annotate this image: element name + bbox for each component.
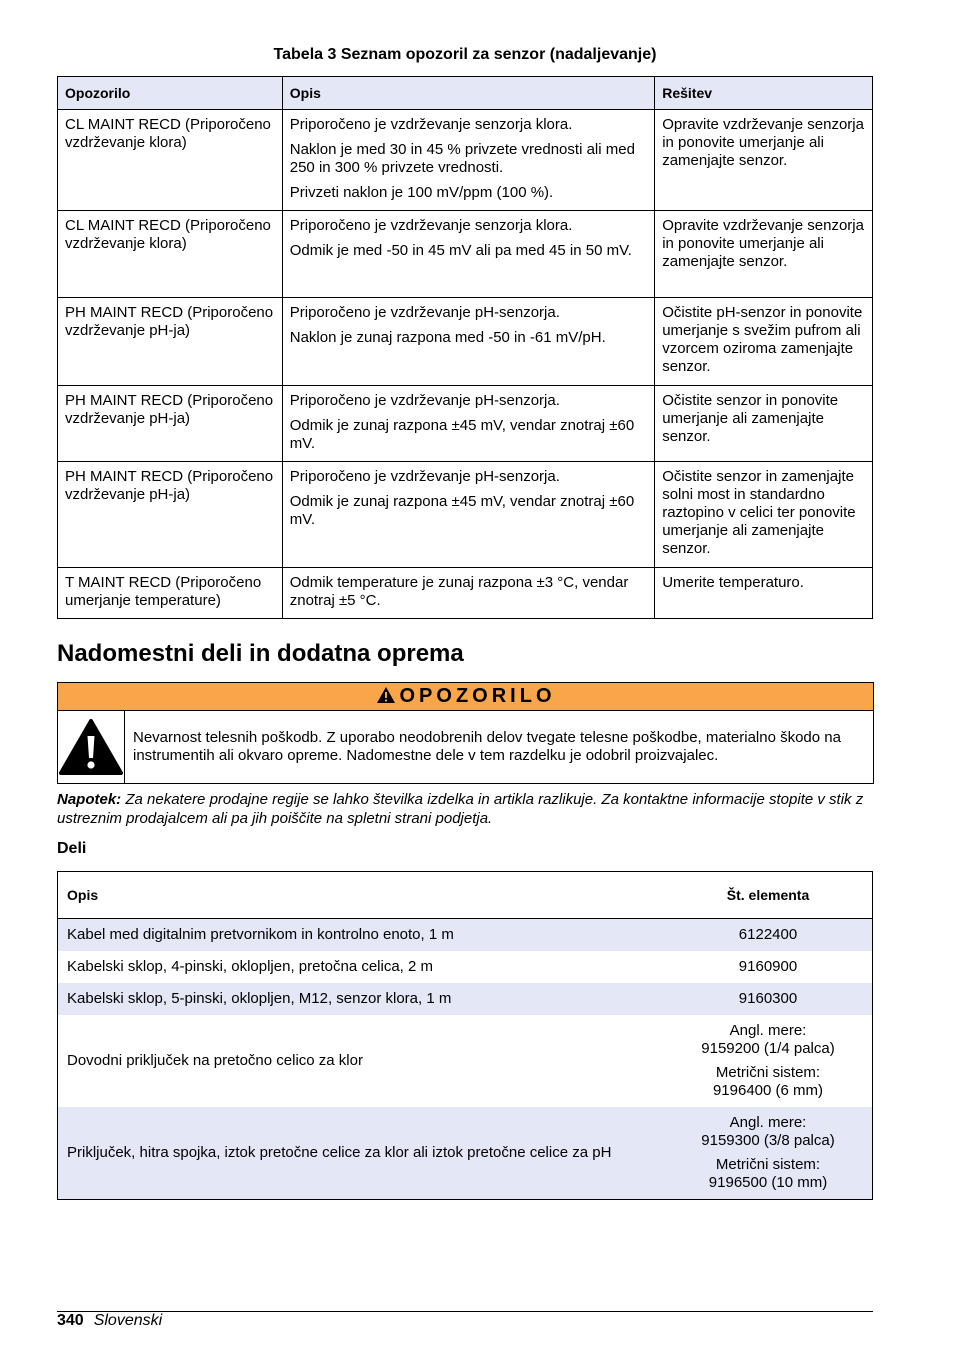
description-line: Priporočeno je vzdrževanje pH-senzorja. <box>289 468 560 485</box>
part-number-metric: Metrični sistem: 9196400 (6 mm) <box>712 1064 824 1099</box>
note-text: Za nekatere prodajne regije se lahko številka izdelka in artikla razlikuje. Za kontaktne informacije stopite v stik z ustreznim prodajalcem ali pa jih poiščite na spletni strani podjetja. <box>57 791 864 827</box>
warning-cell: PH MAINT RECD (Priporočeno vzdrževanje pH-ja) <box>58 386 283 462</box>
part-number <box>664 1015 873 1107</box>
sensor-warnings-table <box>57 76 873 619</box>
warning-text: Nevarnost telesnih poškodb. Z uporabo neodobrenih delov tvegate telesne poškodbe, materialno škodo na instrumentih ali okvaro opreme. Nadomestne dele v tem razdelku je odobril proizvajalec. <box>133 729 841 764</box>
part-description: Kabelski sklop, 4-pinski, oklopljen, pretočna celica, 2 m <box>67 958 434 975</box>
warning-triangle-icon <box>58 718 124 776</box>
solution-cell: Očistite pH-senzor in ponovite umerjanje s svežim pufrom ali vzorcem oziroma zamenjajte senzor. <box>655 298 873 386</box>
parts-heading: Deli <box>57 840 87 857</box>
warning-body <box>58 711 873 783</box>
table-caption: Tabela 3 Seznam opozoril za senzor (nadaljevanje) <box>273 46 657 63</box>
description-line: Priporočeno je vzdrževanje senzorja klora. <box>289 116 573 133</box>
description-line: Odmik je med -50 in 45 mV ali pa med 45 in 50 mV. <box>289 242 632 259</box>
description-line: Privzeti naklon je 100 mV/ppm (100 %). <box>289 184 554 201</box>
part-description: Kabel med digitalnim pretvornikom in kontrolno enoto, 1 m <box>58 919 665 952</box>
description-cell <box>282 386 654 462</box>
parts-table <box>57 871 873 1200</box>
page-number: 340 <box>57 1312 84 1329</box>
description-line: Odmik je zunaj razpona ±45 mV, vendar znotraj ±60 mV. <box>289 493 635 528</box>
table-row <box>58 211 873 298</box>
description-cell <box>282 110 654 211</box>
warning-cell: T MAINT RECD (Priporočeno umerjanje temperature) <box>58 568 283 619</box>
part-number-imperial: Angl. mere: 9159300 (3/8 palca) <box>701 1113 835 1149</box>
table-row <box>58 110 873 211</box>
note <box>57 790 873 828</box>
solution-cell: Očistite senzor in zamenjajte solni most in standardno raztopino v celici ter ponovite umerjanje ali zamenjajte senzor. <box>655 462 873 568</box>
description-line: Priporočeno je vzdrževanje senzorja klora. <box>289 217 573 234</box>
warning-icon-cell <box>58 711 125 783</box>
footer-divider <box>57 1311 873 1312</box>
description-line: Priporočeno je vzdrževanje pH-senzorja. <box>289 304 560 321</box>
table-row <box>58 983 873 1015</box>
description-cell <box>282 211 654 298</box>
column-header: Opis <box>58 872 665 919</box>
solution-cell: Opravite vzdrževanje senzorja in ponovite umerjanje ali zamenjajte senzor. <box>655 110 873 211</box>
table-header-row <box>58 77 873 110</box>
column-header: Opozorilo <box>58 77 283 110</box>
part-number <box>664 1107 873 1199</box>
description-line: Odmik temperature je zunaj razpona ±3 °C, vendar znotraj ±5 °C. <box>289 574 629 609</box>
table-row <box>58 568 873 619</box>
table-row <box>58 386 873 462</box>
description-line: Naklon je zunaj razpona med -50 in -61 mV/pH. <box>289 329 606 346</box>
description-cell <box>282 568 654 619</box>
table-row <box>58 919 873 952</box>
description-line: Naklon je med 30 in 45 % privzete vrednosti ali med 250 in 300 % privzete vrednosti. <box>289 141 635 176</box>
footer-language: Slovenski <box>93 1312 163 1329</box>
table-row <box>58 951 873 983</box>
warning-cell: CL MAINT RECD (Priporočeno vzdrževanje klora) <box>58 211 283 298</box>
warning-cell: PH MAINT RECD (Priporočeno vzdrževanje pH-ja) <box>58 298 283 386</box>
part-number: 6122400 <box>664 919 873 952</box>
column-header: Rešitev <box>655 77 873 110</box>
table-row <box>58 1107 873 1199</box>
warning-cell: CL MAINT RECD (Priporočeno vzdrževanje klora) <box>58 110 283 211</box>
part-number-imperial: Angl. mere: 9159200 (1/4 palca) <box>701 1022 835 1057</box>
table-row <box>58 298 873 386</box>
description-cell <box>282 462 654 568</box>
part-number: 9160900 <box>738 958 798 975</box>
description-line: Priporočeno je vzdrževanje pH-senzorja. <box>289 392 560 409</box>
solution-cell: Očistite senzor in ponovite umerjanje ali zamenjajte senzor. <box>655 386 873 462</box>
solution-cell: Umerite temperaturo. <box>655 568 873 619</box>
column-header: Opis <box>282 77 654 110</box>
description-line: Odmik je zunaj razpona ±45 mV, vendar znotraj ±60 mV. <box>289 417 635 452</box>
table-row <box>58 462 873 568</box>
part-number: 9160300 <box>664 983 873 1015</box>
part-description: Priključek, hitra spojka, iztok pretočne celice za klor ali iztok pretočne celice za pH <box>58 1107 665 1199</box>
warning-small-icon <box>376 686 396 704</box>
note-label: Napotek: <box>57 791 122 808</box>
table-header-row <box>58 872 873 919</box>
footer <box>57 1312 162 1330</box>
part-description: Kabelski sklop, 5-pinski, oklopljen, M12, senzor klora, 1 m <box>58 983 665 1015</box>
part-description: Dovodni priključek na pretočno celico za klor <box>67 1052 363 1069</box>
solution-cell: Opravite vzdrževanje senzorja in ponovite umerjanje ali zamenjajte senzor. <box>655 211 873 298</box>
part-number-metric: Metrični sistem: 9196500 (10 mm) <box>708 1155 828 1191</box>
description-cell <box>282 298 654 386</box>
warning-box <box>57 682 874 784</box>
table-row <box>58 1015 873 1107</box>
warning-header <box>58 683 873 711</box>
section-title: Nadomestni deli in dodatna oprema <box>57 640 464 667</box>
column-header: Št. elementa <box>664 872 873 919</box>
warning-label: OPOZORILO <box>399 685 556 707</box>
warning-cell: PH MAINT RECD (Priporočeno vzdrževanje pH-ja) <box>58 462 283 568</box>
